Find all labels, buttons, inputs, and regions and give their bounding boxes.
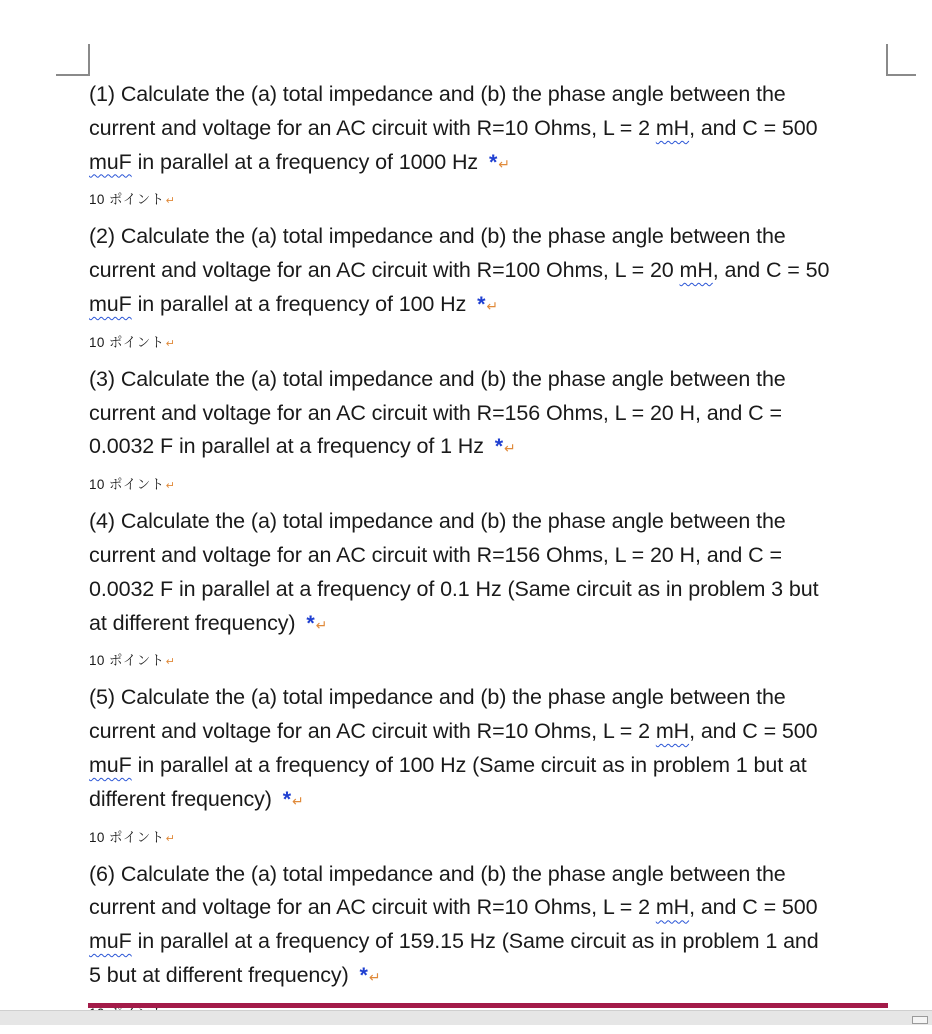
question-4 <box>89 505 889 672</box>
paragraph-mark-icon: ↵ <box>165 195 176 208</box>
question-text: (1) Calculate the (a) total impedance and (b) the phase angle between the current and voltage for an AC circuit with R=10 Ohms, L = 2 mH, and C = 500 muF in parallel at a frequency of 1000 Hz *↵ <box>89 82 818 174</box>
paragraph-mark-icon: ↵ <box>504 440 516 457</box>
required-asterisk: * <box>488 149 498 174</box>
points-label: 10 ポイント↵ <box>89 829 176 845</box>
question-5 <box>89 681 889 848</box>
crop-mark-top-right <box>886 44 916 76</box>
required-asterisk: * <box>359 962 368 987</box>
question-2 <box>89 220 889 353</box>
spellcheck-underline: mH <box>655 719 690 744</box>
question-text: (5) Calculate the (a) total impedance and (b) the phase angle between the current and voltage for an AC circuit with R=10 Ohms, L = 2 mH, and C = 500 muF in parallel at a frequency of 100 Hz (Same circuit as in problem 1 but at different frequency) *↵ <box>89 685 818 811</box>
paragraph-mark-icon: ↵ <box>486 297 499 314</box>
points-label: 10 ポイント↵ <box>89 477 176 493</box>
question-3 <box>89 363 889 496</box>
scroll-handle-icon[interactable] <box>912 1016 928 1024</box>
points-label: 10 ポイント↵ <box>89 334 176 350</box>
paragraph-mark-icon: ↵ <box>165 656 176 669</box>
spellcheck-underline: muF <box>89 149 132 174</box>
paragraph-mark-icon: ↵ <box>165 337 176 350</box>
paragraph-mark-icon: ↵ <box>165 480 176 493</box>
spellcheck-underline: mH <box>679 258 713 283</box>
points-label: 10 ポイント↵ <box>89 192 176 208</box>
required-asterisk: * <box>494 434 504 459</box>
question-text: (4) Calculate the (a) total impedance and (b) the phase angle between the current and voltage for an AC circuit with R=156 Ohms, L = 20 H, and C = 0.0032 F in parallel at a frequency of 0.1 Hz (Same circuit as in problem 3 but at different frequency) *↵ <box>89 509 819 635</box>
spellcheck-underline: muF <box>89 929 132 954</box>
question-6 <box>89 858 889 1025</box>
question-text: (6) Calculate the (a) total impedance and (b) the phase angle between the current and voltage for an AC circuit with R=10 Ohms, L = 2 mH, and C = 500 muF in parallel at a frequency of 159.15 Hz (Same circuit as in problem 1 and 5 but at different frequency) *↵ <box>89 861 819 987</box>
points-label: 10 ポイント↵ <box>89 653 176 669</box>
required-asterisk: * <box>477 291 486 316</box>
horizontal-scrollbar[interactable] <box>0 1010 932 1025</box>
question-text: (3) Calculate the (a) total impedance and (b) the phase angle between the current and voltage for an AC circuit with R=156 Ohms, L = 20 H, and C = 0.0032 F in parallel at a frequency of 1 Hz *↵ <box>89 366 786 459</box>
page-bottom-divider <box>88 1003 888 1008</box>
spellcheck-underline: mH <box>655 895 690 920</box>
spellcheck-underline: mH <box>655 115 690 140</box>
paragraph-mark-icon: ↵ <box>165 832 176 845</box>
paragraph-mark-icon: ↵ <box>498 155 510 172</box>
crop-mark-top-left <box>56 44 90 76</box>
question-text: (2) Calculate the (a) total impedance and (b) the phase angle between the current and voltage for an AC circuit with R=100 Ohms, L = 20 mH, and C = 50 muF in parallel at a frequency of 100 Hz *↵ <box>89 224 830 316</box>
paragraph-mark-icon: ↵ <box>315 616 328 633</box>
spellcheck-underline: muF <box>89 291 132 316</box>
paragraph-mark-icon: ↵ <box>368 968 381 985</box>
required-asterisk: * <box>306 610 315 635</box>
document-body <box>89 78 889 1034</box>
question-1 <box>89 78 889 211</box>
paragraph-mark-icon: ↵ <box>292 792 304 809</box>
required-asterisk: * <box>282 786 292 811</box>
spellcheck-underline: muF <box>89 752 132 777</box>
